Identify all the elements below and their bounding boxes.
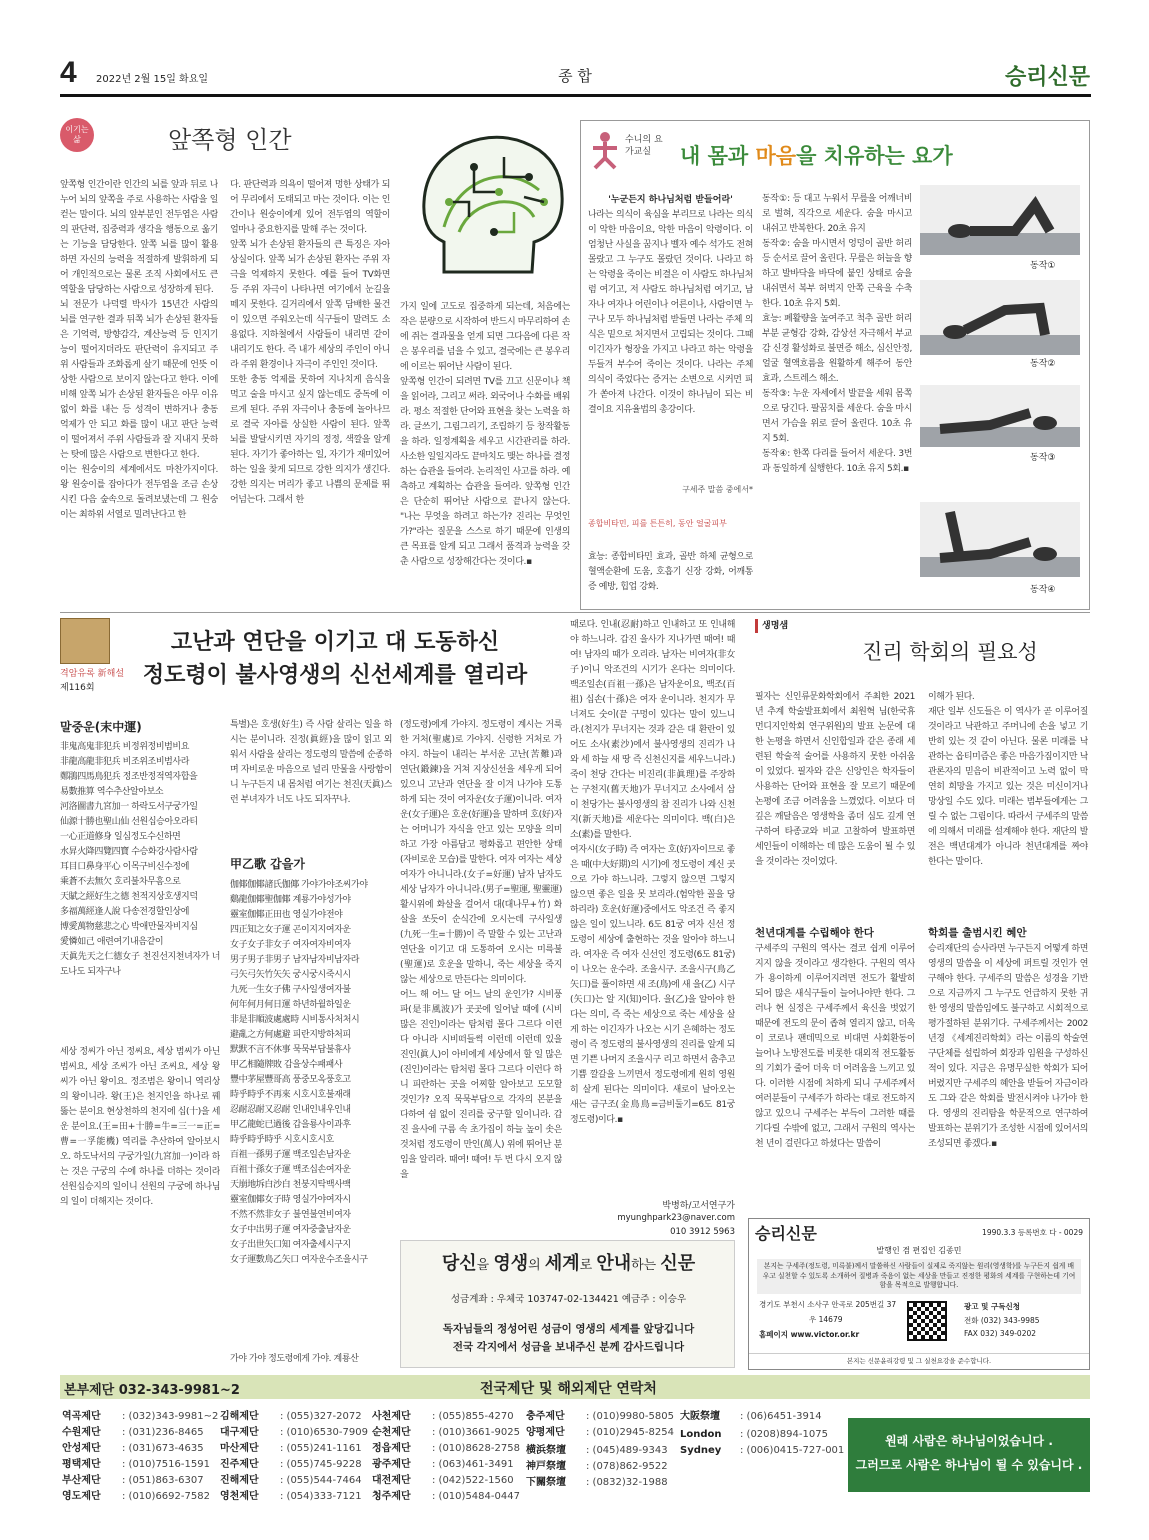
story-email: myunghpark23@naver.com: [617, 1213, 735, 1223]
yoga-column-1b: 효능: 종합비타민 효과, 골반 하체 균형으로 혈액순환에 도움, 호흡기 신장 강화, 어깨통증 예방, 힙업 강화.: [588, 552, 753, 592]
yoga-label-2: 동작②: [1030, 359, 1056, 369]
header-rule: [60, 94, 1091, 97]
contact-name: 청주제단: [372, 1491, 411, 1502]
yoga-note: 종합비타민, 피를 튼튼히, 동안 얼굴피부: [588, 519, 727, 528]
masthead-publisher: 발행인 겸 편집인 김종민: [876, 1246, 962, 1255]
contact-title: 전국제단 및 해외제단 연락처: [480, 1381, 657, 1397]
contact-name: 수원제단: [62, 1427, 101, 1438]
ad-line2: 독자님들의 정성어린 성금이 영생의 세계를 앞당깁니다: [442, 1323, 695, 1335]
essay-badge: [60, 118, 94, 152]
contact-name: 대구제단: [220, 1427, 259, 1438]
story-verse-2: 伽倻伽倻諸氏伽倻 가야가야조씨가야 鷄龍伽倻聖伽倻 계룡가야성가야 靈室伽倻正田也 영실가야전야 四正知之女子運 곤이지지여자운 女子女子非女子 여자여자비여자 男子男子非男子 남자남자비남자라 弓矢弓矢竹矢矢 궁시궁시죽시시 九死一生女子佛 구사일생여자불 何年何月何日運 하년하월하일운 非是非順波處處時 시비통사처처시 避亂之方何處避 피란지방하처피 默默不言不休事 묵묵부답불휴사 甲乙相隨牌敗 갑을상수패패사 豐中茅屋豐哥高 풍중모옥풍호고 時乎時乎不再來 시호시호불재래 忍耐忍耐又忍耐 인내인내우인내 甲乙龍蛇已過後 갑을룡사이과후 時乎時乎時乎 시호시호시호 百祖一孫男子運 백조일손남자운 百祖十孫女子運 백조십손여자운 天崩地坼白沙白 천붕지탁백사백 靈室伽倻女子時 영실가야여자시 不然不然非女子 불연불연비여자 女子中出男子運 여자중출남자운 女子出世矢口知 여자출세시구지 女子運數鳥乙矢口 여자운수조을시구: [230, 880, 368, 1265]
yoga-photo-4: [920, 502, 1080, 577]
story-badge-line1: 격암유록 新해설: [60, 669, 125, 679]
yoga-label-1: 동작①: [1030, 261, 1056, 271]
column-badge-text: 생명샘: [762, 621, 789, 631]
contact-row: [220, 1426, 368, 1440]
contact-col-3: [370, 1408, 522, 1506]
masthead-zip: 우 14679: [809, 1315, 843, 1324]
contact-row: [372, 1474, 520, 1488]
contact-phone: : (010)8628-2758: [432, 1443, 520, 1454]
page-number: 4: [60, 56, 77, 89]
contact-row: [220, 1442, 368, 1456]
story-prose-1: 세상 정씨가 아닌 정씨요, 세상 범씨가 아닌 범씨요, 세상 조씨가 아닌 조씨요, 세상 왕씨가 아닌 왕이요. 정조범은 왕이니 역리상의 왕이니라. 왕(王)은 천지인을 하나로 꿰뚫는 분이요 현상천하의 천지에 십(十)을 세운 분이요.(王=田+十勝=牛=三一=正=曹=一孚能機) 역리를 추산하여 알아보시오. 하도낙서의 구궁가일(九宮加一)이라 하는 것은 구궁의 수에 하나를 더하는 것이라 선원십승지의 일이니 선원의 구궁에 하나님의 일이 더해지는 것이다.: [60, 1047, 220, 1207]
contact-col-5: [678, 1408, 846, 1460]
section-divider: [60, 612, 1090, 613]
yoga-photo-1: [920, 185, 1080, 255]
ad-part-2: 을: [476, 1258, 494, 1273]
contact-name: 역곡제단: [62, 1411, 101, 1422]
contact-phone: : (055)241-1161: [280, 1443, 362, 1454]
story-byline: 박병하/고서연구가: [662, 1201, 735, 1211]
contact-name: Sydney: [680, 1445, 722, 1456]
slogan-line-2: 그러므로 사람은 하나님이 될 수 있습니다 .: [855, 1458, 1083, 1472]
contact-name: 평택제단: [62, 1459, 101, 1470]
contact-phone: : (051)863-6307: [122, 1475, 204, 1486]
contact-row: [372, 1442, 520, 1456]
contact-name: 진주제단: [220, 1459, 259, 1470]
contact-name: 마산제단: [220, 1443, 259, 1454]
story-title-1: 고난과 연단을 이기고 대 도동하신: [170, 629, 500, 655]
contact-phone: : (055)855-4270: [432, 1411, 514, 1422]
contact-row: [220, 1410, 368, 1424]
contact-phone: : (031)236-8465: [122, 1427, 204, 1438]
contact-name: 부산제단: [62, 1475, 101, 1486]
yoga-column-1: 나라는 의식이 육심을 부리므로 나라는 의식이 악한 마음이요, 악한 마음이 악령이다. 이 엄청난 사실을 꿈지나 벨자 예수 석가도 전혀 몰랐고 그 누구도 몰랐던 것이다. 나라고 하는 악령을 죽이는 비결은 이 사람도 하나님처럼 여기고, 저 사람도 하나님처럼 여기고, 남자나 여자나 어린이나 어른이나, 사람이면 누구나 모두 하나님처럼 받들면 나라는 주체 의식은 밑으로 처지면서 고립되는 것이다. 그때 이긴자가 형장을 가지고 나라고 하는 악령을 두들겨 부수어 죽이는 것이다. 나라는 주체 의식이 죽었다는 증거는 소변으로 시커먼 피가 쏟아져 나간다. 이것이 하나님이 되는 비결이요 지유율법의 총강이다.: [588, 210, 753, 415]
yoga-label-3: 동작③: [1030, 453, 1056, 463]
contact-phone: : (010)2945-8254: [586, 1427, 674, 1438]
contact-phone: : (006)0415-727-001: [740, 1445, 845, 1456]
hq-contact: 본부제단 032-343-9981~2: [64, 1383, 240, 1398]
masthead-box: [748, 1218, 1090, 1370]
ad-part-7: 안내: [596, 1253, 632, 1274]
contact-name: 정읍제단: [372, 1443, 411, 1454]
section-name: 종 합: [558, 67, 592, 85]
contact-row: [680, 1410, 844, 1424]
yoga-title-part-4: 을 치유하는 요가: [796, 144, 953, 168]
contact-name: 순천제단: [372, 1427, 411, 1438]
contact-row: [220, 1490, 368, 1504]
contact-col-2: [218, 1408, 370, 1506]
contact-row: [62, 1442, 218, 1456]
column-subheading-1: 천년대계를 수립해야 한다: [755, 927, 874, 939]
contact-name: 충주제단: [526, 1411, 565, 1422]
story-badge-line2: 제116회: [60, 683, 95, 693]
ad-part-5: 세계: [544, 1253, 580, 1274]
contact-phone: : (054)333-7121: [280, 1491, 362, 1502]
contact-row: [62, 1458, 218, 1472]
story-verse-1: 非鬼高鬼非犯兵 비정위정비범비요 非龍高龍非犯兵 비조위조비범사라 鄭鵑四馬鳥犯兵 정조반정적역자합을 易數推算 역수추산알아보소 河洛圖書九宮加一 하락도서구궁가일 仙源十勝也聖山仙 선원십승아오라티 一心正道修身 일심정도수신하면 水昇火降四覽四寶 수승화강사람사람 耳目口鼻身平心 이목구비신수정에 乘蒼不去無欠 호리불차무흠으로 天賦之經好生之德 천적지상호생지덕 多福萬經逢人說 다송전경할인상에 博愛萬物慈悲之心 박애만물자비지심 愛憐如己 애련여기내음같이 天眞先天之仁德女子 천진선지천녀자가 너도나도 되자구나: [60, 742, 220, 977]
yoga-photo-2: [920, 280, 1080, 355]
contact-phone: : (063)461-3491: [432, 1459, 514, 1470]
column-text-1: 필자는 신인류문화학회에서 주최한 2021년 추계 학술발표회에서 최원혁 님(한국휴먼디지인학회 연구위원)의 발표 논문에 대한 논평을 하면서 신인합일과 같은 종래 세련된 학술적 술어를 사용하지 못한 아쉬움이 있었다. 필자와 같은 신앙인은 학자들이 사용하는 단어와 표현을 잘 모르기 때문에 논평에 조금 어려움을 느꼈었다. 이보다 더 깊은 깨달음은 영생학을 좀더 심도 깊게 연구하여 타종교와 비교 고찰하여 발표하면 세인들이 이해하는 데 많은 도움이 될 수 있을 것이라는 것이었다.: [755, 692, 915, 867]
masthead-fax: FAX 032) 349-0202: [964, 1329, 1037, 1338]
contact-row: [372, 1458, 520, 1472]
contact-phone: : (042)522-1560: [432, 1475, 514, 1486]
contact-row: [680, 1428, 844, 1442]
scroll-image: [60, 618, 110, 664]
contact-phone: : (078)862-9522: [586, 1461, 668, 1472]
contact-name: 양평제단: [526, 1427, 565, 1438]
essay-badge-text: 이기는 삶: [65, 125, 89, 144]
column-text-2b: 승리재단의 승사라면 누구든지 어떻게 하면 영생의 말씀을 이 세상에 퍼트릴 것인가 연구해야 한다. 구세주의 말씀은 성경을 기반으로 지금까지 그 누구도 언급하지 못한 귀한 영생의 말씀임에도 불구하고 시회적으로 평가절하된 분위기다. 구세주께서는 2002년경 《세계진리학회》라는 이름의 학술연구단체를 설립하여 회장과 임원을 구성하신 적이 있다. 지금은 유명무실한 학회가 되어 버렸지만 구세주의 혜안을 받들어 자금이라도 그와 같은 학회를 발전시켜야 나가야 한다. 영생의 진리탐을 학문적으로 연구하여 발표하는 분위기가 조성한 시점에 있어서의 조성되면 좋겠다.▪: [928, 944, 1088, 1149]
contact-phone: : (055)327-2072: [280, 1411, 362, 1422]
story-column-2a: 특별)은 호생(好生) 즉 사람 살리는 일을 하시는 분이니라. 진정(眞經)을 많이 읽고 외워서 사람을 살리는 정도령의 말씀에 순종하며 자비로운 마음으로 널리 만물을 사랑함이니 누구든지 내 몸처럼 여기는 천진(天眞)스런 부녀자가 너도 나도 되자꾸나.: [230, 720, 392, 805]
contact-phone: : (010)7516-1591: [122, 1459, 210, 1470]
masthead-contact-title: 광고 및 구독신청: [964, 1302, 1020, 1311]
contact-phone: : (055)745-9228: [280, 1459, 362, 1470]
contact-name: 진해제단: [220, 1475, 259, 1486]
yoga-icon: [588, 130, 622, 170]
contact-phone: : (010)6692-7582: [122, 1491, 210, 1502]
story-heading-1: 말중운(末中運): [60, 720, 142, 734]
ad-part-8: 하는: [631, 1258, 661, 1273]
contact-name: 안성제단: [62, 1443, 101, 1454]
contact-phone: : (031)673-4635: [122, 1443, 204, 1454]
contact-name: 영도제단: [62, 1491, 101, 1502]
contact-header-bar: [60, 1375, 1090, 1399]
contact-name: 김해제단: [220, 1411, 259, 1422]
contact-row: [372, 1410, 520, 1424]
yoga-title-part-3: 마음: [755, 144, 797, 168]
ad-part-3: 영생: [493, 1253, 529, 1274]
slogan-box: [848, 1418, 1090, 1492]
contact-row: [62, 1474, 218, 1488]
contact-row: [62, 1410, 218, 1424]
ad-headline: [401, 1249, 736, 1275]
essay-column-3: 가지 일에 고도로 집중하게 되는데, 처음에는 작은 분량으로 시작하여 반드시 마무리하여 손에 쥐는 결과물을 얻게 되면 그다음에 다른 작은 봉우리를 넘을 수 있고, 결국에는 큰 봉우리에 이르는 뛰어난 사람이 된다. 앞쪽형 인간이 되려면 TV를 끄고 신문이나 책을 읽어라, 그리고 써라. 외국어나 수화를 배워라. 평소 적절한 단어와 표현을 찾는 노력을 하라. 글쓰기, 그림그리기, 조립하기 등 창작활동을 하라. 일정계획을 세우고 시간관리를 하라. 사소한 일일지라도 끝마치도 맺는 하나를 결정하는 습관을 들여라. 논리적인 사고를 하라. 예측하고 계획하는 습관을 들여라. 앞쪽형 인간은 단순히 뛰어난 사람으로 끝나지 않는다. "나는 무엇을 하려고 하는가? 진리는 무엇인가?"라는 질문을 스스로 하기 때문에 인생의 큰 목표를 알게 되고 그래서 품격과 능력을 갖춘 사람으로 성장해간다는 것이다.▪: [400, 302, 570, 567]
contact-phone: : (032)343-9981~2: [122, 1411, 219, 1422]
contact-row: [372, 1426, 520, 1440]
paper-name: 승리신문: [1004, 65, 1090, 90]
contact-phone: : (0832)32-1988: [586, 1477, 668, 1488]
column-text-2: 이해가 된다. 재단 일부 신도들은 이 역사가 곧 이루어질 것이라고 낙관하고 주머니에 손을 넣고 기반히 있는 것 같이 아닌다. 물론 미래를 낙관하는 옵티미즘은 좋은 마음가짐이지만 낙관론자의 믿음이 비관적이고 노력 없이 막연히 희망을 가지고 있는 것은 미신이거나 망상일 수도 있다. 미래는 범부들에게는 그릴 수 없는 그림이다. 따라서 구세주의 말씀에 의해서 미래를 설계해야 한다. 재단의 발전은 백년대계가 아니라 천년대계를 짜야 한다는 말이다.: [928, 692, 1088, 867]
ad-line3: 전국 각지에서 성금을 보내주신 분께 감사드립니다: [452, 1341, 685, 1353]
story-phone: 010 3912 5963: [670, 1227, 735, 1237]
yoga-subtitle: '누군든지 하나님처럼 받들어라': [608, 195, 733, 205]
story-column-3: (정도령)에게 가야지. 정도령이 계시는 거룩한 거처(聖處)로 가야지. 신령한 거처로 가야지. 하늘이 내리는 부서운 고난(苦難)과 연단(鍛鍊)을 거쳐 지상신선을 세우게 되어있으니 고난과 연단을 잘 이겨 나가야 도통하게 되는 것이 여자운(女子運)이니라. 여자운(女子運)은 호운(好運)을 말하며 호(好)자는 어머니가 자식을 안고 있는 모양을 의미하고 가장 아름답고 평화롭고 편안한 상태(자비로운 모습)를 말한다. 여자 여자는 세상 여자가 아니니라.(女子=好運) 남자 남자도 세상 남자가 아니니라.(男子=聖運, 聖靈運) 활시위에 화살을 걸어서 대(대나무+竹) 화살을 쏘듯이 순식간에 오시는데 구사일생(九死一生=十勝)이 즉 말할 수 있는 고난과 연단을 이기고 대 도통하여 오시는 미륵불(聖運)로 호운을 말하니, 죽는 세상을 죽지 않는 세상으로 만든다는 의미이다. 어느 해 어느 달 어느 날의 운인가? 시비풍파(是非風波)가 곳곳에 일어날 때에 (시비 많은 진인)이라는 탐처럼 몰다 그르다 이런다 아니라 시비떠들썩 이런데 이런데 있을 진인(眞人)이 아비에게 세상에서 할 일 많은 (진인)이라는 탐처럼 몰다 그르다 이런다 하니 피란하는 곳을 어찌할 알아보고 도모할 것인가? 오직 묵묵부답으로 각자의 본분을 다하여 쉼 없이 진리를 궁구할 일이니라. 갑진 을사에 구름 속 초가집이 하늘 높이 솟은 것처럼 정도령이 만인(萬人) 위에 뛰어난 분임을 알리라. 때여! 때여! 두 번 다시 오지 않을: [400, 720, 562, 1180]
story-heading-2: 甲乙歌 갑을가: [230, 857, 305, 871]
essay-column-1: 앞쪽형 인간이란 인간의 뇌를 앞과 뒤로 나누어 뇌의 앞쪽을 주로 사용하는 사람을 일컫는 말이다. 뇌의 앞부분인 전두엽은 사람의 판단력, 집중력과 생각을 행동으로 옮기는 기능을 담당한다. 앞쪽 뇌를 많이 활용하면 자신의 능력을 적절하게 발휘하게 되어 개인적으로는 물론 조직 사회에서도 큰 역할을 담당하는 사람으로 성장하게 된다. 뇌 전문가 나덕렬 박사가 15년간 사람의 뇌를 연구한 결과 뒤쪽 뇌가 손상된 환자들은 기억력, 방향감각, 계산능력 등 인지기능이 떨어지더라도 판단력이 유지되고 주위 사람들과 조화롭게 살기 때문에 언뜻 이상한 사람으로 보이지 않는다고 한다. 이에 비해 앞쪽 뇌가 손상된 환자들은 아무 이유 없이 화를 내는 등 성격이 변하거나 충동 억제가 안 되고 화를 많이 내고 판단 능력이 떨어져서 주위 사람들과 잘 지내지 못하는 탓에 많은 사람으로 변한다고 한다. 이는 원숭이의 세계에서도 마찬가지이다. 왕 원숭이를 잡아다가 전두엽을 조금 손상시킨 다음 숲속으로 돌려보냈는데 그 원숭이는 최하위 서열로 밀려난다고 한: [60, 180, 218, 520]
masthead-address: 경기도 부천시 소사구 안곡로 205번길 37: [759, 1300, 897, 1309]
ad-part-4: 의: [528, 1258, 545, 1273]
contact-name: 사천제단: [372, 1411, 411, 1422]
contact-row: [526, 1410, 674, 1424]
masthead-footer: 본지는 신문윤리강령 및 그 실천요강을 준수합니다.: [749, 1353, 1089, 1365]
ad-part-1: 당신: [441, 1253, 477, 1274]
yoga-title-part-2: 과: [727, 144, 756, 168]
contact-col-1: [60, 1408, 220, 1506]
ad-account: 성금계좌 : 우체국 103747-02-134421 예금주 : 이승우: [450, 1294, 687, 1305]
contact-name: 大阪祭壇: [680, 1411, 720, 1422]
ad-part-6: 로: [579, 1258, 597, 1273]
contact-name: London: [680, 1429, 722, 1440]
contact-phone: : (010)5484-0447: [432, 1491, 520, 1502]
contact-name: 神戸祭壇: [526, 1461, 566, 1472]
contact-row: [62, 1426, 218, 1440]
essay-title: 앞쪽형 인간: [168, 126, 292, 154]
column-text-1b: 구세주의 구원의 역사는 결코 쉽게 이루어지지 않을 것이라고 생각한다. 구원의 역사가 용이하게 이루어지려면 전도가 활발히 되어 많은 새식구들이 늘어나야만 한다. 그러나 현 실정은 구세주께서 육신을 벗었기 때문에 전도의 문이 좁혀 열리지 않고, 더욱이 코로나 팬데믹으로 비대면 사회환동이 늘어나 노방전도를 비롯한 대외적 전도활동의 기회가 줄어 더욱 더 어려움을 느끼고 있다. 이러한 시점에 처하게 되니 구세주께서 여러분들이 구세주가 하라는 대로 전도하지 않고 있으니 구세주는 부득이 그러한 때를 기다릴 수밖에 없고, 그래서 구원의 역사는 천 년이 걸린다고 하셨다는 말씀이: [755, 944, 915, 1149]
contact-row: [526, 1460, 674, 1474]
contact-phone: : (06)6451-3914: [740, 1411, 822, 1422]
slogan-line-1: 원래 사람은 하나님이었습니다 .: [885, 1434, 1053, 1448]
contact-phone: : (055)544-7464: [280, 1475, 362, 1486]
contact-phone: : (010)9980-5805: [586, 1411, 674, 1422]
yoga-source: 구세주 말씀 중에서*: [682, 485, 753, 494]
essay-column-2: 다. 판단력과 의욕이 떨어져 멍한 상태가 되어 무리에서 도태되고 마는 것이다. 이는 인간이나 원숭이에게 있어 전두엽의 역할이 얼마나 중요한지를 말해 주는 것이다. 앞쪽 뇌가 손상된 환자들의 큰 특징은 자아 상실이다. 앞쪽 뇌가 손상된 환자는 주위 자극을 억제하지 못한다. 예를 들어 TV화면 등 주위 자극이 나타나면 여기에서 눈길을 떼지 못한다. 길거리에서 앞쪽 담배한 물건이 있으면 주워오는데 식구들이 말려도 소용없다. 지하철에서 사람들이 내리면 같이 내리기도 한다. 즉 내가 세상의 주인이 아니라 주위 환경이나 자극이 주인인 것이다. 또한 충동 억제를 못하여 지나치게 음식을 먹고 술을 마시고 싶지 않는데도 중독에 이르게 된다. 주위 자극이나 충동에 놀아나므로 결국 자아를 상실한 사람이 된다. 앞쪽 뇌를 발달시키면 자기의 정정, 색깔을 알게 된다. 자기가 좋아하는 일, 자기가 재미있어 하는 일을 찾게 되므로 강한 의지가 생긴다. 강한 의지는 머리가 좋고 나쁨의 문제를 뛰어넘는다. 그래서 한: [230, 180, 390, 505]
contact-row: [526, 1426, 674, 1440]
yoga-label-4: 동작④: [1030, 585, 1056, 595]
donation-ad: [400, 1240, 735, 1368]
yoga-photo-3: [920, 385, 1080, 447]
masthead-reg: 1990.3.3 등록번호 다 - 0029: [982, 1228, 1083, 1237]
masthead-tel: 전화 (032) 343-9985: [964, 1316, 1040, 1325]
yoga-column-2: 동작①: 등 대고 누워서 무릎을 어깨너비로 벌혀, 직각으로 세운다. 숨을 마시고 내쉬고 반복한다. 20초 유지 동작②: 숨을 마시면서 엉덩이 골반 허리 등 순서로 끌어 올린다. 무릎은 허늘을 향하고 발바닥을 바닥에 붙인 상태로 숨을 내쉬면서 복부 허벅지 안쪽 근육을 수축한다. 10초 유지 5회. 효능: 폐활량을 높여주고 척추 골반 허리 부분 균형감 강화, 감상선 자극해서 부교감 신경 활성화로 불면증 해소, 심신안정, 얼굴 혈액흐름을 원활하게 해주어 동안 효과, 스트레스 해소. 동작③: 누운 자세에서 발끝을 세워 몸쪽으로 당긴다. 팔꿈치를 세운다. 숨을 마시면서 가슴을 위로 끌어 올린다. 10초 유지 5회. 동작④: 한쪽 다리를 들어서 세운다. 3번과 동일하게 실행한다. 10초 유지 5회.▪: [762, 194, 912, 474]
contact-phone: : (010)6530-7909: [280, 1427, 368, 1438]
story-column-2b: 가야 가야 정도령에게 가야. 계룡산: [230, 1354, 359, 1364]
column-subheading-2: 학회를 출범시킨 혜안: [928, 927, 1027, 939]
contact-name: 광주제단: [372, 1459, 411, 1470]
story-column-4: 때로다. 인내(忍耐)하고 인내하고 또 인내해야 하느니라. 갑진 을사가 지나가면 때여! 때여! 남자의 때가 오리라. 남자는 비여자(非女子)이니 악조건의 시기가 온다는 의미이다. 백조일손(百祖一孫)은 남자운이요, 백조(百祖) 십손(十孫)은 여자 운이니라. 천지가 무너져도 숫이(끝 구멍이 있다는 말이 있느니라.(천지가 무너지는 것과 같은 대 환란이 있어도 소사(素沙)에서 불사영생의 진리가 나와 세 하늘 새 땅 즉 신천신지를 세우느니라.) 죽이 천당 간다는 비진리(非眞理)를 주장하는 구천지(舊天地)가 무너지고 소사에서 삼이 천당가는 불사영생의 참 진리가 나와 신천지(新天地)를 세운다는 의미이다. 백(白)은 소(素)를 말한다. 여자시(女子時) 즉 여자는 호(好)자이므로 좋은 때(中大好期)의 시기)에 정도령이 계신 곳으로 가야 하느니라. 그렇지 않으면 그렇지 않으면 좋은 일을 못 보리라.(험악한 꼴을 당하리라) 호운(好運)중에서도 악조건 즉 좋지 않은 일이 있느니라. 6도 81궁 여자 신선 정도령이 세상에 출현하는 것을 알아야 하느니라. 여자운 즉 여자 신선인 정도령(6도 81궁)이 나오는 운수라. 조을시구. 조을시구(鳥乙矢口)를 풀이하면 새 조(鳥)에 새 을(乙) 시구(矢口)는 알 지(知)이다. 을(乙)을 알아야 한다는 의미, 즉 죽는 세상으로 죽는 세상을 살게 하는 이긴자가 나오는 시기 은혜하는 정도령이 즉 정도령의 불사영생의 진리를 알게 되면 기쁜 나머지 조을시구 리고 하면서 춤추고 기쁨 깔갈을 느끼면서 정도령에게 원히 영원히 살게 된다는 의미이다. 새로이 날아오는 새는 금구조(金鳥鳥=금비둘기=6도 81궁 정도령)이다.▪: [570, 620, 735, 1125]
contact-row: [220, 1474, 368, 1488]
contact-name: 영천제단: [220, 1491, 259, 1502]
masthead-homepage: 홈페이지 www.victor.or.kr: [759, 1330, 860, 1339]
contact-col-4: [524, 1408, 676, 1492]
ad-part-9: 신문: [660, 1253, 696, 1274]
qr-code: [907, 1301, 947, 1341]
brain-illustration: [404, 122, 580, 292]
contact-phone: : (045)489-9343: [586, 1445, 668, 1456]
contact-row: [372, 1490, 520, 1504]
contact-row: [62, 1490, 218, 1504]
story-title-2: 정도령이 불사영생의 신선세계를 열리라: [142, 662, 528, 688]
contact-row: [526, 1476, 674, 1490]
column-title: 진리 학회의 필요성: [862, 640, 1038, 664]
issue-date: 2022년 2월 15일 화요일: [96, 74, 209, 85]
contact-name: 横浜祭壇: [526, 1445, 566, 1456]
contact-phone: : (010)3661-9025: [432, 1427, 520, 1438]
yoga-badge: 수니의 요가교실: [625, 135, 663, 157]
contact-row: [220, 1458, 368, 1472]
masthead-name: 승리신문: [755, 1224, 817, 1243]
contact-row: [526, 1444, 674, 1458]
contact-name: 下關祭壇: [526, 1477, 566, 1488]
contact-name: 대전제단: [372, 1475, 411, 1486]
contact-phone: : (0208)894-1075: [740, 1429, 828, 1440]
yoga-title: [680, 140, 953, 170]
yoga-title-part-1: 내 몸: [680, 144, 728, 168]
masthead-mission: 본지는 구세주(정도령, 미륵불)께서 말씀하신 사람들이 실제로 죽지않는 원리(영생학)를 누구든지 쉽게 배우고 실천할 수 있도록 소개하여 질병과 죽음이 없는 세상을 만들고 진정한 평화의 세계를 구현하는데 기여함을 목적으로 발행합니다.: [757, 1259, 1081, 1294]
contact-row: [680, 1444, 844, 1458]
column-badge: [755, 619, 814, 633]
